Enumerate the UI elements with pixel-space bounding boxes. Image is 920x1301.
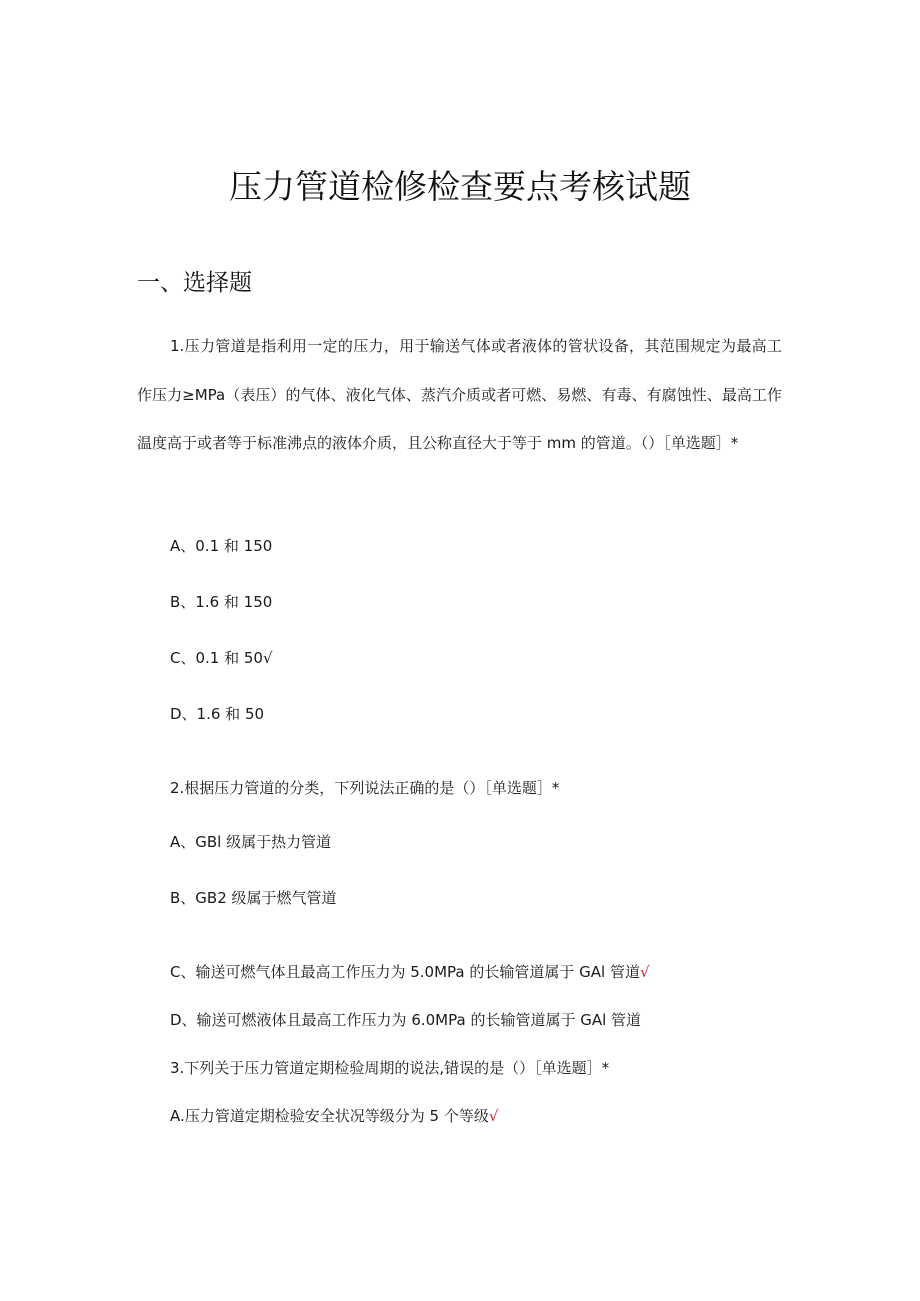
option-text: A、GBl 级属于热力管道 [170,833,332,851]
question-2-option-c [170,960,650,984]
option-text: D、1.6 和 50 [170,705,265,723]
question-1-option-a [170,534,272,558]
section-heading: 一、选择题 [137,270,252,296]
question-1-option-c [170,646,273,670]
option-text: A、0.1 和 150 [170,537,273,555]
question-2-stem-text: 2.根据压力管道的分类，下列说法正确的是（）［单选题］* [170,779,560,797]
question-1-stem [137,322,782,468]
page-title: 压力管道检修检查要点考核试题 [229,167,691,206]
option-text: B、GB2 级属于燃气管道 [170,889,337,907]
option-text: D、输送可燃液体且最高工作压力为 6.0MPa 的长输管道属于 GAl 管道 [170,1011,642,1029]
option-text: B、1.6 和 150 [170,593,273,611]
question-2-option-b [170,886,337,910]
question-3-option-a [170,1104,498,1128]
question-3-stem [170,1056,609,1080]
option-text: A.压力管道定期检验安全状况等级分为 5 个等级 [170,1107,489,1125]
correct-checkmark: √ [488,1107,499,1125]
correct-checkmark: √ [639,963,650,981]
option-text: C、输送可燃气体且最高工作压力为 5.0MPa 的长输管道属于 GAl 管道 [170,963,640,981]
question-1-stem-text: 1.压力管道是指利用一定的压力，用于输送气体或者液体的管状设备，其范围规定为最高工作压力≥MPa（表压）的气体、液化气体、蒸汽介质或者可燃、易燃、有毒、有腐蚀性、最高工作温度高于或者等于标准沸点的液体介质，且公称直径大于等于 mm 的管道。（）［单选题］* [137,337,782,452]
question-2-option-d [170,1008,641,1032]
question-2-option-a [170,830,331,854]
option-text: C、0.1 和 50√ [170,649,273,667]
question-3-stem-text: 3.下列关于压力管道定期检验周期的说法,错误的是（）［单选题］* [170,1059,610,1077]
question-1-option-b [170,590,272,614]
question-2-stem [170,776,559,800]
question-1-option-d [170,702,264,726]
